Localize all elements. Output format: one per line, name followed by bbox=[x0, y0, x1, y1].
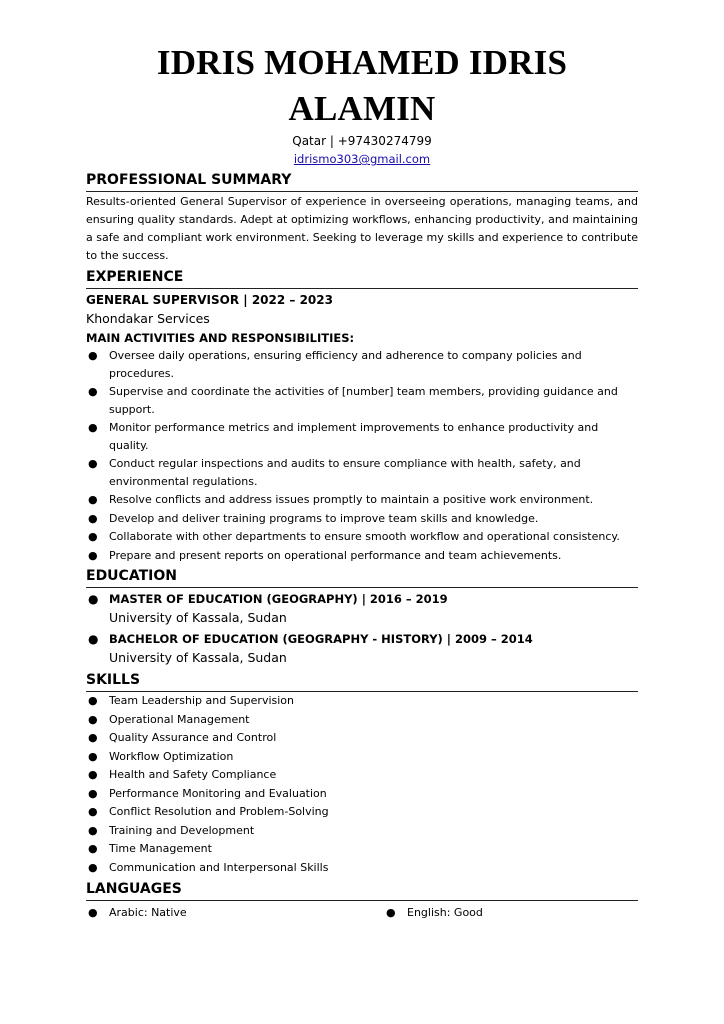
bullet-icon: ● bbox=[88, 731, 98, 744]
list-item bbox=[86, 729, 638, 748]
skill-text: Time Management bbox=[109, 842, 212, 855]
language-text: English: Good bbox=[407, 906, 483, 919]
list-item bbox=[86, 711, 638, 730]
list-item bbox=[86, 528, 638, 546]
bullet-icon: ● bbox=[88, 632, 99, 646]
duty-text: Develop and deliver training programs to improve team skills and knowledge. bbox=[109, 511, 539, 525]
school-name: University of Kassala, Sudan bbox=[109, 610, 287, 625]
skills-heading: SKILLS bbox=[86, 671, 638, 692]
list-item bbox=[86, 347, 638, 382]
language-item-english bbox=[384, 904, 483, 922]
education-heading: EDUCATION bbox=[86, 567, 638, 588]
bullet-icon: ● bbox=[88, 457, 98, 470]
skill-text: Communication and Interpersonal Skills bbox=[109, 860, 329, 874]
duty-text: Resolve conflicts and address issues promptly to maintain a positive work environment. bbox=[109, 493, 594, 506]
duties-heading: MAIN ACTIVITIES AND RESPONSIBILITIES: bbox=[86, 331, 355, 345]
bullet-icon: ● bbox=[88, 385, 98, 398]
languages-heading: LANGUAGES bbox=[86, 880, 638, 901]
email-line bbox=[86, 150, 638, 168]
list-item bbox=[86, 692, 638, 711]
duty-text: Collaborate with other departments to ensure smooth workflow and operational consistency. bbox=[109, 530, 620, 543]
skill-text: Quality Assurance and Control bbox=[109, 731, 277, 744]
summary-text: Results-oriented General Supervisor of experience in overseeing operations, managing teams, and ensuring quality standards. Adept at optimizing workflows, enhancing productivity, and maintaining a safe and compliant work environment. Seeking to leverage my skills and experience to contribute to the success. bbox=[86, 195, 638, 262]
candidate-name: IDRIS MOHAMED IDRIS ALAMIN bbox=[156, 43, 568, 128]
bullet-icon: ● bbox=[88, 749, 98, 763]
list-item bbox=[86, 748, 638, 767]
bullet-icon: ● bbox=[88, 530, 98, 543]
duty-text: Oversee daily operations, ensuring efficiency and adherence to company policies and procedures. bbox=[109, 349, 582, 380]
skill-text: Team Leadership and Supervision bbox=[109, 694, 294, 707]
duty-text: Supervise and coordinate the activities of [number] team members, providing guidance and support. bbox=[109, 385, 618, 416]
email-link[interactable]: idrismo303@gmail.com bbox=[293, 152, 431, 166]
skill-text: Performance Monitoring and Evaluation bbox=[109, 786, 327, 800]
bullet-icon: ● bbox=[88, 823, 98, 837]
bullet-icon: ● bbox=[88, 421, 98, 434]
language-item-arabic bbox=[86, 904, 384, 922]
bullet-icon: ● bbox=[88, 860, 98, 874]
list-item bbox=[86, 859, 638, 878]
summary-heading: PROFESSIONAL SUMMARY bbox=[86, 171, 638, 192]
list-item bbox=[86, 383, 638, 418]
bullet-icon: ● bbox=[88, 786, 98, 800]
list-item bbox=[86, 419, 638, 454]
languages-list bbox=[86, 904, 638, 922]
company-name: Khondakar Services bbox=[86, 311, 210, 326]
bullet-icon: ● bbox=[88, 694, 98, 707]
bullet-icon: ● bbox=[88, 592, 99, 606]
bullet-icon: ● bbox=[88, 805, 98, 818]
duty-text: Conduct regular inspections and audits to ensure compliance with health, safety, and environmental regulations. bbox=[109, 457, 581, 488]
list-item bbox=[86, 455, 638, 490]
bullet-icon: ● bbox=[88, 712, 98, 726]
skill-text: Health and Safety Compliance bbox=[109, 768, 277, 781]
list-item bbox=[86, 822, 638, 841]
degree-title: BACHELOR OF EDUCATION (GEOGRAPHY - HISTORY) | 2009 – 2014 bbox=[109, 632, 533, 646]
bullet-icon: ● bbox=[88, 548, 98, 562]
bullet-icon: ● bbox=[88, 493, 98, 506]
list-item bbox=[86, 803, 638, 822]
bullet-icon: ● bbox=[88, 349, 98, 362]
bullet-icon: ● bbox=[386, 906, 396, 919]
skill-text: Conflict Resolution and Problem-Solving bbox=[109, 805, 329, 818]
skill-text: Training and Development bbox=[109, 823, 255, 837]
experience-heading: EXPERIENCE bbox=[86, 268, 638, 289]
education-item-bachelors bbox=[86, 630, 638, 668]
degree-title: MASTER OF EDUCATION (GEOGRAPHY) | 2016 – 2019 bbox=[109, 592, 448, 606]
duty-text: Monitor performance metrics and implement improvements to enhance productivity and quality. bbox=[109, 421, 599, 452]
skill-text: Operational Management bbox=[109, 712, 250, 726]
list-item bbox=[86, 766, 638, 785]
bullet-icon: ● bbox=[88, 511, 98, 525]
bullet-icon: ● bbox=[88, 842, 98, 855]
contact-line: Qatar | +97430274799 bbox=[292, 134, 432, 148]
job-title: GENERAL SUPERVISOR | 2022 – 2023 bbox=[86, 293, 333, 307]
bullet-icon: ● bbox=[88, 906, 98, 919]
language-text: Arabic: Native bbox=[109, 906, 187, 919]
list-item bbox=[86, 547, 638, 565]
list-item bbox=[86, 491, 638, 509]
skills-list bbox=[86, 692, 638, 877]
bullet-icon: ● bbox=[88, 768, 98, 781]
duty-text: Prepare and present reports on operational performance and team achievements. bbox=[109, 548, 562, 562]
list-item bbox=[86, 840, 638, 859]
duties-list bbox=[86, 347, 638, 564]
list-item bbox=[86, 510, 638, 528]
school-name: University of Kassala, Sudan bbox=[109, 650, 287, 665]
skill-text: Workflow Optimization bbox=[109, 749, 234, 763]
list-item bbox=[86, 785, 638, 804]
education-item-masters bbox=[86, 590, 638, 628]
